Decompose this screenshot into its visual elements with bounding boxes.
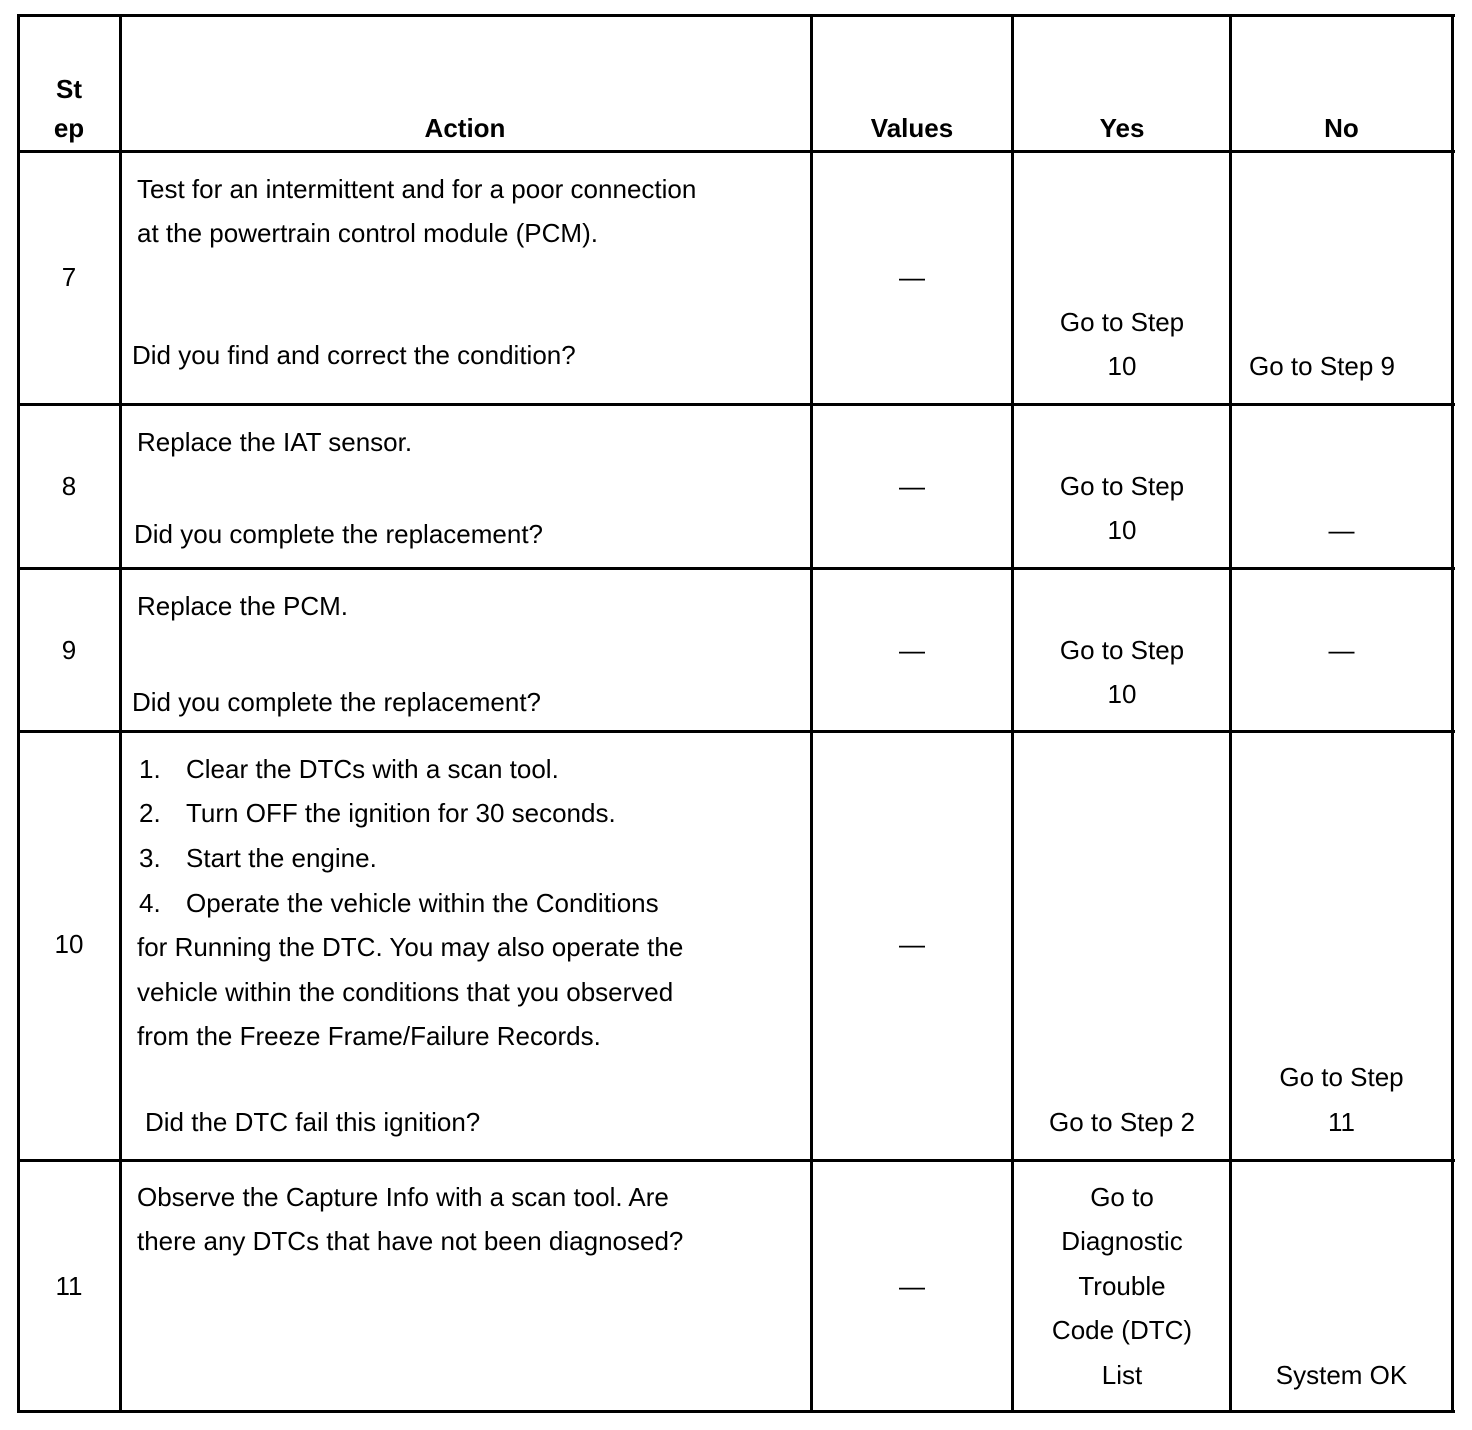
yes-cell: Go to Step 2 [1049,1107,1195,1137]
action-text: vehicle within the conditions that you observed [137,977,674,1007]
table-border-right [1451,14,1454,1413]
yes-cell: List [1101,1360,1143,1390]
yes-cell: Go to Step [1059,307,1185,337]
action-question: Did you complete the replacement? [134,519,544,549]
yes-cell: Code (DTC) [1051,1315,1193,1345]
action-text: Test for an intermittent and for a poor connection [137,174,697,204]
values-cell: — [899,929,925,959]
action-question: Did the DTC fail this ignition? [145,1107,481,1137]
column-divider [810,14,813,1413]
list-item-text: Operate the vehicle within the Conditions [186,888,659,918]
no-cell: 11 [1328,1107,1355,1137]
list-item-text: Turn OFF the ignition for 30 seconds. [186,798,616,828]
action-text: from the Freeze Frame/Failure Records. [137,1021,601,1051]
step-number: 7 [61,262,77,292]
yes-cell: 10 [1107,351,1137,381]
list-item-number: 3. [139,843,161,873]
step-number: 9 [61,635,77,665]
action-question: Did you complete the replacement? [132,687,542,717]
no-cell: Go to Step [1279,1062,1404,1092]
yes-cell: 10 [1107,679,1137,709]
action-text: Replace the PCM. [137,591,348,621]
action-question: Did you find and correct the condition? [132,340,576,370]
column-divider [119,14,122,1413]
header-divider [17,150,1455,153]
values-cell: — [899,471,925,501]
list-item-number: 1. [139,754,161,784]
row-divider [17,567,1455,570]
header-yes: Yes [1099,113,1145,143]
yes-cell: Trouble [1078,1271,1166,1301]
yes-cell: Diagnostic [1061,1226,1183,1256]
yes-cell: Go to Step [1059,471,1185,501]
yes-cell: 10 [1107,515,1137,545]
list-item-number: 2. [139,798,161,828]
no-cell: — [1328,635,1355,665]
values-cell: — [899,262,925,292]
row-divider [17,403,1455,406]
row-divider [17,1159,1455,1162]
values-cell: — [899,635,925,665]
no-cell: Go to Step 9 [1249,351,1395,381]
header-no: No [1324,113,1359,143]
values-cell: — [899,1271,925,1301]
action-text: Observe the Capture Info with a scan tool. Are [137,1182,669,1212]
yes-cell: Go to [1090,1182,1154,1212]
action-text: at the powertrain control module (PCM). [137,218,598,248]
yes-cell: Go to Step [1059,635,1185,665]
action-text: for Running the DTC. You may also operate the [137,932,684,962]
table-border-left [17,14,20,1413]
header-values: Values [870,113,954,143]
step-number: 8 [61,471,77,501]
row-divider [17,730,1455,733]
header-step: ep [53,113,85,143]
step-number: 10 [54,929,84,959]
action-text: Replace the IAT sensor. [137,427,413,457]
list-item-text: Clear the DTCs with a scan tool. [186,754,559,784]
list-item-text: Start the engine. [186,843,377,873]
no-cell: — [1328,515,1355,545]
list-item-number: 4. [139,888,161,918]
header-action: Action [424,113,506,143]
table-border-top [17,14,1455,17]
step-number: 11 [55,1271,83,1301]
header-step: St [56,74,82,104]
no-cell: System OK [1275,1360,1408,1390]
table-border-bottom [17,1410,1455,1413]
action-text: there any DTCs that have not been diagnosed? [137,1226,684,1256]
